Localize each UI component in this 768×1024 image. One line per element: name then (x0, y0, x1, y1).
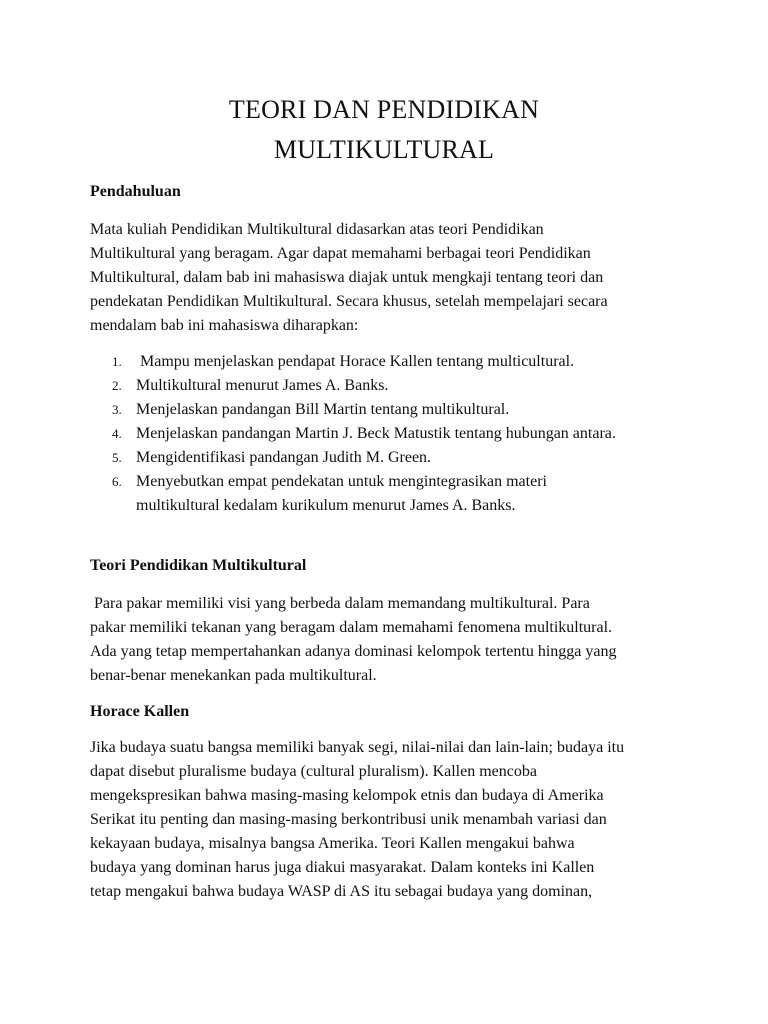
list-number: 6. (112, 474, 122, 489)
text-line: benar-benar menekankan pada multikultural. (90, 667, 377, 684)
text-line: pakar memiliki tekanan yang beragam dalam memahami fenomena multikultural. (90, 619, 613, 636)
section-heading-teori: Teori Pendidikan Multikultural (90, 557, 307, 574)
list-number: 1. (112, 354, 122, 369)
document-title-line-1: TEORI DAN PENDIDIKAN (228, 95, 540, 124)
paragraph-horace-kallen (90, 736, 690, 904)
list-item-text: Multikultural menurut James A. Banks. (136, 377, 389, 394)
section-heading-pendahuluan: Pendahuluan (90, 183, 181, 200)
objectives-list (90, 350, 710, 518)
list-item (90, 422, 710, 446)
list-item-text: Menjelaskan pandangan Bill Martin tentang multikultural. (136, 401, 510, 418)
list-item-text: Mampu menjelaskan pendapat Horace Kallen tentang multicultural. (136, 353, 575, 370)
text-line: Serikat itu penting dan masing-masing berkontribusi unik menambah variasi dan (90, 811, 607, 828)
text-line: budaya yang dominan harus juga diakui masyarakat. Dalam konteks ini Kallen (90, 859, 595, 876)
list-number: 5. (112, 450, 122, 465)
text-line: mendalam bab ini mahasiswa diharapkan: (90, 317, 359, 334)
list-item-text: multikultural kedalam kurikulum menurut James A. Banks. (136, 497, 516, 514)
list-number: 2. (112, 378, 122, 393)
paragraph-pendahuluan (90, 218, 690, 338)
list-item (90, 350, 710, 374)
list-item (90, 398, 710, 422)
list-item (90, 446, 710, 470)
list-item (90, 374, 710, 398)
text-line: Ada yang tetap mempertahankan adanya dominasi kelompok tertentu hingga yang (90, 643, 617, 660)
text-line: Multikultural yang beragam. Agar dapat memahami berbagai teori Pendidikan (90, 245, 591, 262)
text-line: tetap mengakui bahwa budaya WASP di AS itu sebagai budaya yang dominan, (90, 883, 593, 900)
text-line: Multikultural, dalam bab ini mahasiswa diajak untuk mengkaji tentang teori dan (90, 269, 604, 286)
list-item (90, 470, 710, 518)
text-line: Mata kuliah Pendidikan Multikultural didasarkan atas teori Pendidikan (90, 221, 544, 238)
text-line: kekayaan budaya, misalnya bangsa Amerika. Teori Kallen mengakui bahwa (90, 835, 575, 852)
list-number: 4. (112, 426, 122, 441)
text-line: Jika budaya suatu bangsa memiliki banyak segi, nilai-nilai dan lain-lain; budaya itu (90, 739, 625, 756)
document-title-line-2: MULTIKULTURAL (273, 135, 495, 164)
paragraph-teori (90, 592, 690, 688)
text-line: dapat disebut pluralisme budaya (cultural pluralism). Kallen mencoba (90, 763, 537, 780)
list-item-text: Mengidentifikasi pandangan Judith M. Green. (136, 449, 432, 466)
text-line: pendekatan Pendidikan Multikultural. Secara khusus, setelah mempelajari secara (90, 293, 608, 310)
text-line: Para pakar memiliki visi yang berbeda dalam memandang multikultural. Para (90, 595, 590, 612)
list-item-text: Menjelaskan pandangan Martin J. Beck Matustik tentang hubungan antara. (136, 425, 616, 442)
text-line: mengekspresikan bahwa masing-masing kelompok etnis dan budaya di Amerika (90, 787, 604, 804)
list-number: 3. (112, 402, 122, 417)
list-item-text: Menyebutkan empat pendekatan untuk mengintegrasikan materi (136, 473, 547, 490)
section-heading-horace-kallen: Horace Kallen (90, 703, 190, 720)
